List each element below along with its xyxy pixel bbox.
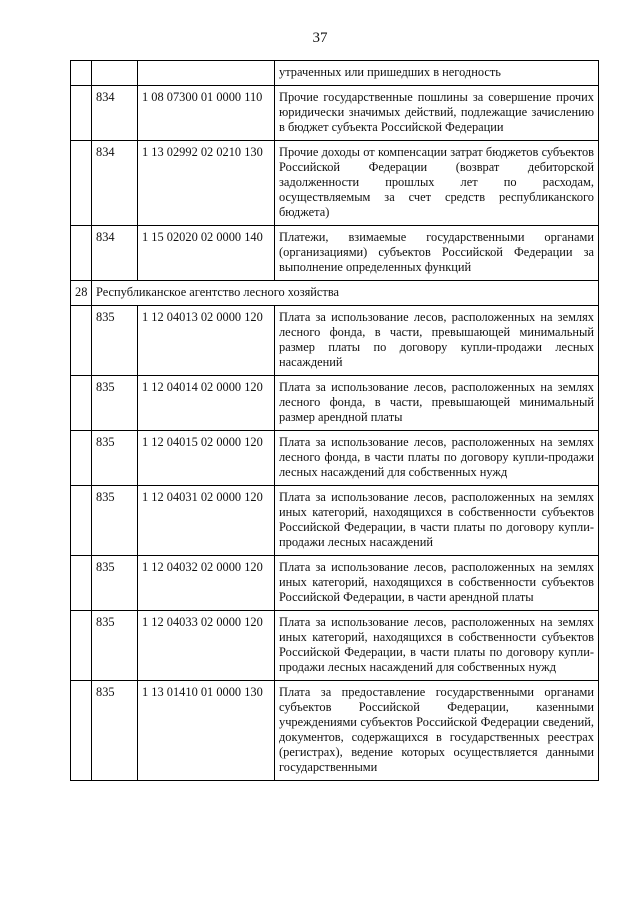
revenue-description: Платежи, взимаемые государственными органами (организациями) субъектов Российской Федерации за выполнение определенных функций: [275, 226, 599, 281]
revenue-description: Плата за использование лесов, расположенных на землях иных категорий, находящихся в собственности субъектов Российской Федерации, в части арендной платы: [275, 556, 599, 611]
num-cell: [71, 681, 92, 781]
admin-code: 834: [92, 141, 138, 226]
revenue-codes-table: [70, 60, 599, 781]
revenue-description: Плата за использование лесов, расположенных на землях лесного фонда, в части, превышающей минимальный размер платы по договору купли-продажи лесных насаждений: [275, 306, 599, 376]
revenue-description: Плата за использование лесов, расположенных на землях иных категорий, находящихся в собственности субъектов Российской Федерации, в части платы по договору купли-продажи лесных насаждений: [275, 486, 599, 556]
agency-row: [71, 281, 599, 306]
revenue-description: Плата за использование лесов, расположенных на землях иных категорий, находящихся в собственности субъектов Российской Федерации, в части платы по договору купли-продажи лесных насаждений для собственных нужд: [275, 611, 599, 681]
revenue-description: Прочие доходы от компенсации затрат бюджетов субъектов Российской Федерации (возврат дебиторской задолженности прошлых лет по расходам, осуществляемым за счет средств республиканского бюджета): [275, 141, 599, 226]
revenue-code: 1 12 04015 02 0000 120: [138, 431, 275, 486]
admin-code: 835: [92, 486, 138, 556]
table-row: [71, 681, 599, 781]
num-cell: [71, 226, 92, 281]
revenue-code: 1 12 04013 02 0000 120: [138, 306, 275, 376]
table-row: [71, 556, 599, 611]
num-cell: [71, 141, 92, 226]
revenue-code: 1 12 04014 02 0000 120: [138, 376, 275, 431]
revenue-code: 1 15 02020 02 0000 140: [138, 226, 275, 281]
num-cell: [71, 486, 92, 556]
num-cell: [71, 376, 92, 431]
table-row: [71, 86, 599, 141]
table-row: [71, 486, 599, 556]
num-cell: [71, 61, 92, 86]
table-row: [71, 376, 599, 431]
revenue-code: [138, 61, 275, 86]
page-number: 37: [312, 30, 328, 46]
revenue-description: Плата за использование лесов, расположенных на землях лесного фонда, в части, превышающей минимальный размер арендной платы: [275, 376, 599, 431]
admin-code: 835: [92, 611, 138, 681]
table-row: [71, 141, 599, 226]
num-cell: [71, 431, 92, 486]
table-row: [71, 611, 599, 681]
agency-number: 28: [71, 281, 92, 306]
table-body: [71, 61, 599, 781]
num-cell: [71, 306, 92, 376]
table-row: [71, 306, 599, 376]
admin-code: 835: [92, 431, 138, 486]
admin-code: 835: [92, 556, 138, 611]
revenue-code: 1 12 04033 02 0000 120: [138, 611, 275, 681]
revenue-code: 1 12 04032 02 0000 120: [138, 556, 275, 611]
revenue-code: 1 12 04031 02 0000 120: [138, 486, 275, 556]
revenue-description: Плата за предоставление государственными органами субъектов Российской Федерации, казенными учреждениями субъектов Российской Федерации сведений, документов, содержащихся в государственных реестрах (регистрах), ведение которых осуществляется данными государственными: [275, 681, 599, 781]
agency-name: Республиканское агентство лесного хозяйства: [92, 281, 599, 306]
table-row: [71, 61, 599, 86]
admin-code: 834: [92, 86, 138, 141]
table-row: [71, 226, 599, 281]
admin-code: 835: [92, 306, 138, 376]
revenue-code: 1 13 02992 02 0210 130: [138, 141, 275, 226]
revenue-description: утраченных или пришедших в негодность: [275, 61, 599, 86]
num-cell: [71, 611, 92, 681]
revenue-description: Плата за использование лесов, расположенных на землях лесного фонда, в части платы по договору купли-продажи лесных насаждений для собственных нужд: [275, 431, 599, 486]
admin-code: 834: [92, 226, 138, 281]
admin-code: [92, 61, 138, 86]
num-cell: [71, 86, 92, 141]
num-cell: [71, 556, 92, 611]
admin-code: 835: [92, 681, 138, 781]
revenue-code: 1 08 07300 01 0000 110: [138, 86, 275, 141]
revenue-code: 1 13 01410 01 0000 130: [138, 681, 275, 781]
revenue-description: Прочие государственные пошлины за совершение прочих юридически значимых действий, подлежащие зачислению в бюджет субъекта Российской Федерации: [275, 86, 599, 141]
admin-code: 835: [92, 376, 138, 431]
table-row: [71, 431, 599, 486]
